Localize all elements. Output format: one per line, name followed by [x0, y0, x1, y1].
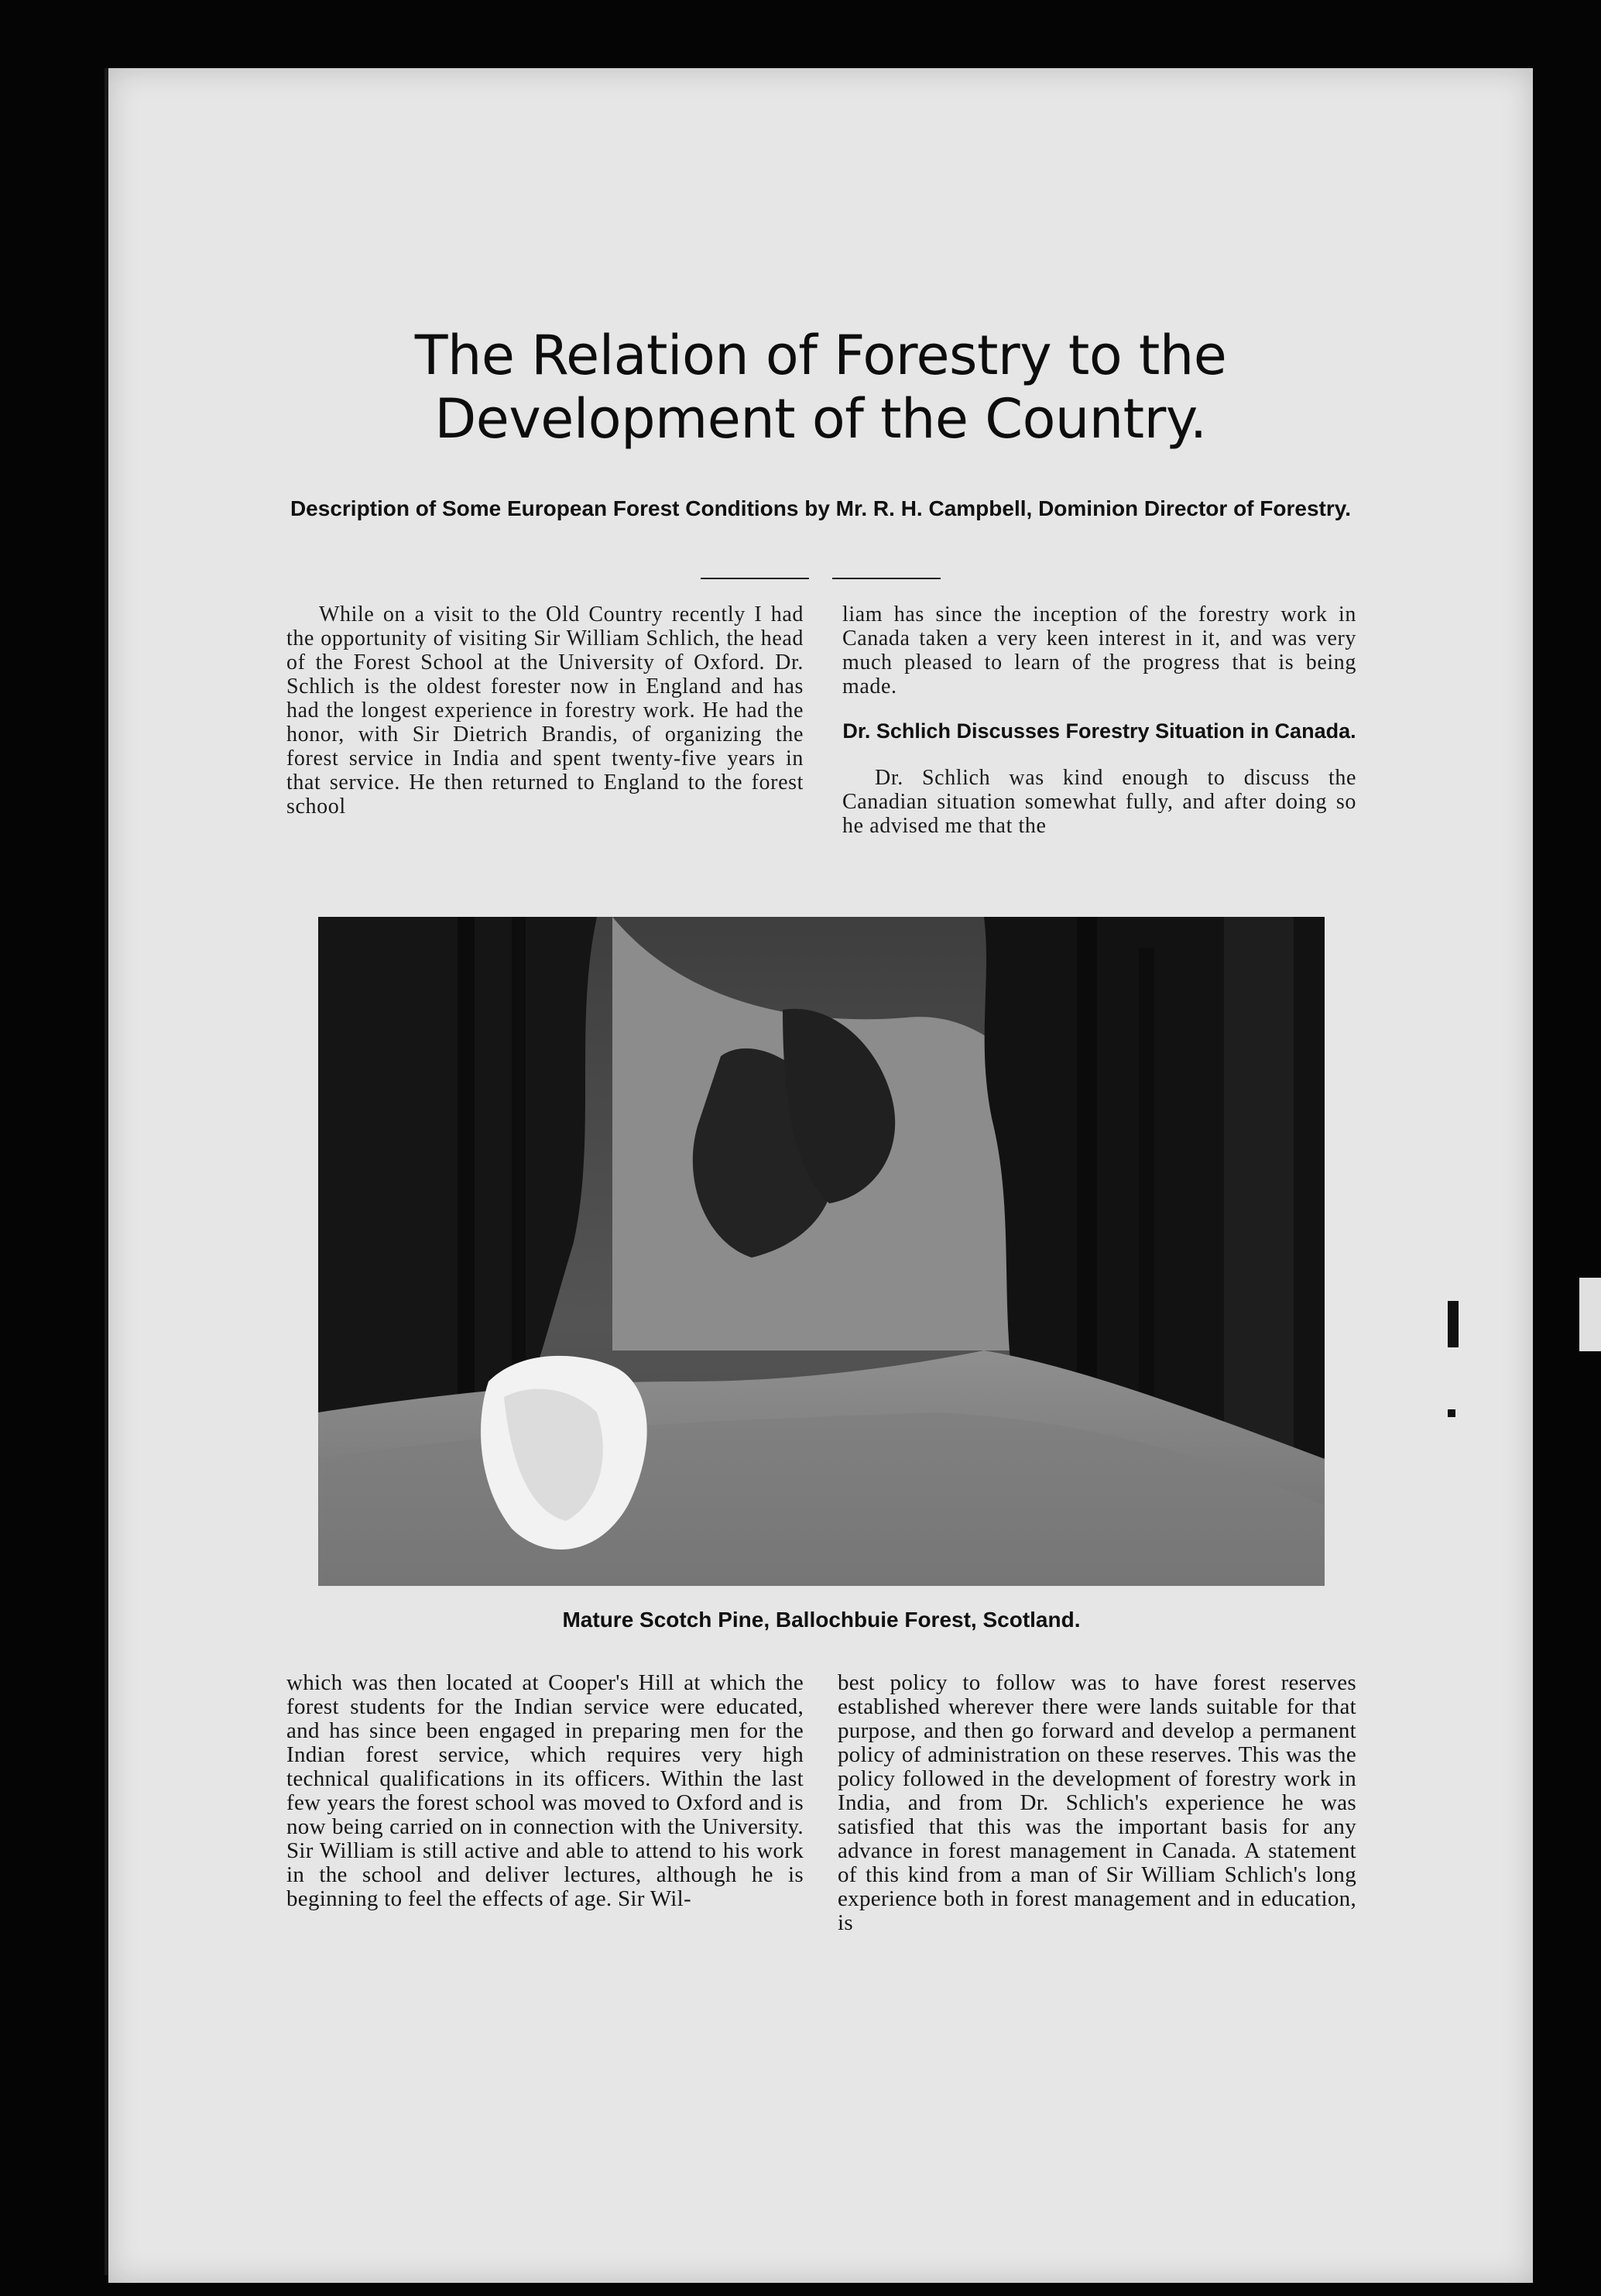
separator-rule-right [832, 578, 941, 579]
column-bottom-right [838, 1671, 1356, 2012]
article-subtitle: Description of Some European Forest Conditions by Mr. R. H. Campbell, Dominion Director of Forestry. [290, 496, 1352, 520]
paragraph-top-right: liam has since the inception of the forestry work in Canada taken a very keen interest in it, and was very much pleased to learn of the progress that is being made. [842, 602, 1356, 698]
photo-caption: Mature Scotch Pine, Ballochbuie Forest, Scotland. [562, 1608, 1081, 1632]
paragraph-top-right-2: Dr. Schlich was kind enough to discuss the Canadian situation somewhat fully, and after doing so he advised me that the [842, 766, 1356, 838]
scan-artifact-tab [1579, 1278, 1601, 1351]
paragraph-bottom-left: which was then located at Cooper's Hill at which the forest students for the Indian service were educated, and has since been engaged in preparing men for the Indian forest service, which requires very high technical qualifications in its officers. Within the last few years the forest school was moved to Oxford and is now being carried on in connection with the University. Sir William is still active and able to attend to his work in the school and deliver lectures, although he is beginning to feel the effects of age. Sir Wil- [286, 1670, 804, 1911]
forest-photograph [318, 917, 1325, 1586]
scan-border [1533, 46, 1601, 2296]
column-bottom-left [286, 1671, 804, 2012]
article-title: The Relation of Forestry to the Development of the Country. [414, 324, 1227, 451]
scan-artifact [1448, 1301, 1459, 1347]
scan-artifact-dot [1448, 1409, 1455, 1417]
forest-road-image [318, 917, 1325, 1586]
column-top-left [286, 602, 804, 897]
separator-rule-left [701, 578, 809, 579]
section-subheading: Dr. Schlich Discusses Forestry Situation in Canada. [842, 719, 1356, 743]
column-top-right [842, 602, 1356, 912]
paragraph-top-left: While on a visit to the Old Country recently I had the opportunity of visiting Sir William Schlich, the head of the Forest School at the University of Oxford. Dr. Schlich is the oldest forester now in England and has had the longest experience in forestry work. He had the honor, with Sir Dietrich Brandis, of organizing the forest service in India and spent twenty-five years in that service. He then returned to England to the forest school [286, 602, 804, 819]
paragraph-bottom-right: best policy to follow was to have forest reserves established wherever there were lands suitable for that purpose, and then go forward and develop a permanent policy of administration on these reserves. This was the policy followed in the development of forestry work in India, and from Dr. Schlich's experience he was satisfied that this was the important basis for any advance in forest management in Canada. A statement of this kind from a man of Sir William Schlich's long experience both in forest management and in education, is [838, 1670, 1356, 1935]
